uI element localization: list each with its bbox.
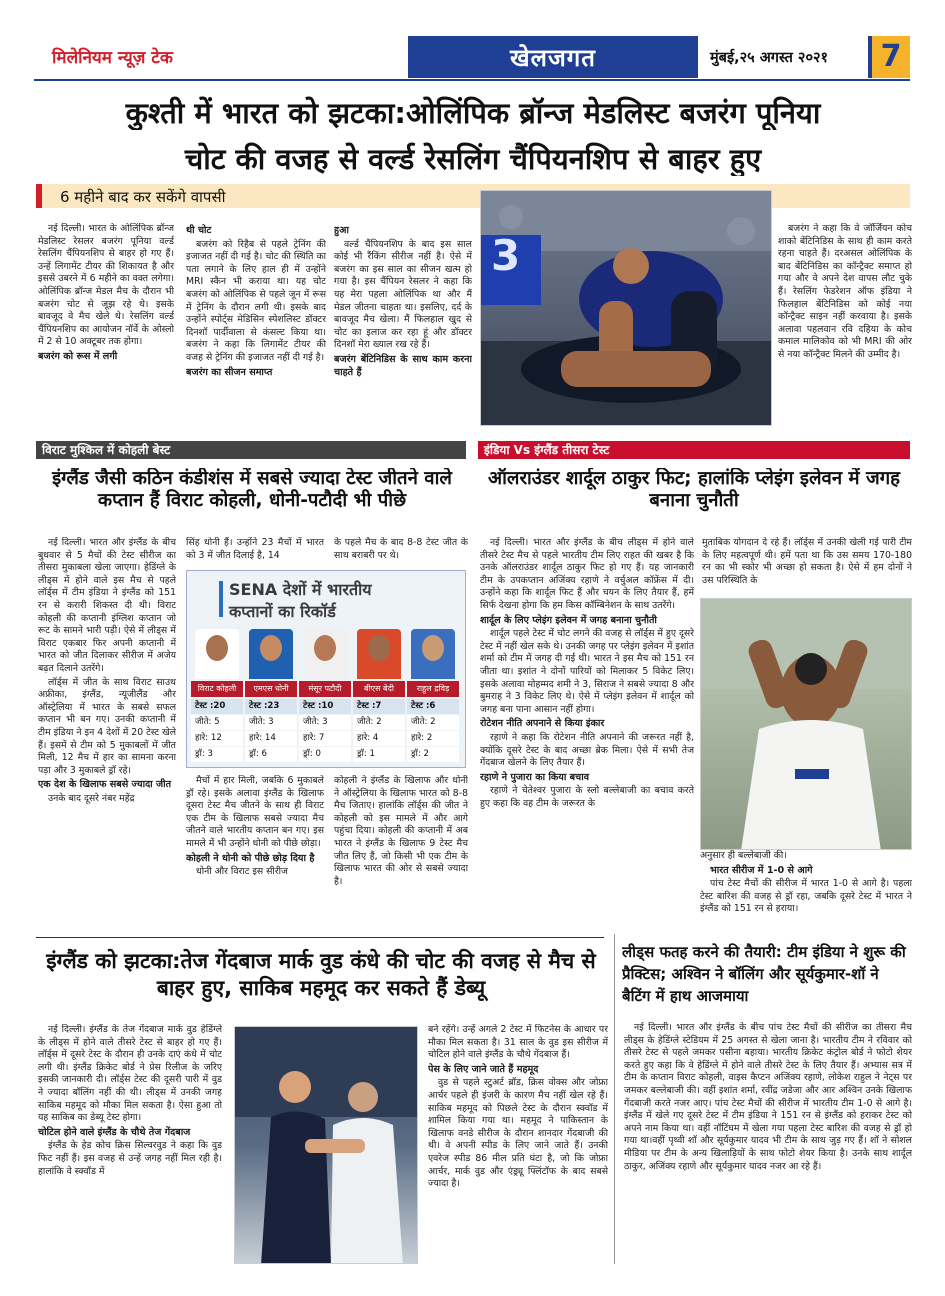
sena-captain-card xyxy=(245,627,297,765)
thakur-head-2: रोटेशन नीति अपनाने से किया इंकार xyxy=(480,718,605,730)
lead-paragraph: बजरंग ने कहा कि वे जॉर्जियन कोच शाको बेंटिनिडिस के साथ ही काम करते रहना चाहते हैं। दरअसल ओलिंपिक के बाद बेंटिनिडिस का कॉन्ट्रैक्ट समाप्त हो गया और वे अपने देश वापस लौट चुके हैं। रेसलिंग फेडरेशन ऑफ इंडिया ने फिलहाल बेंटिनिडिस को कोई नया कॉन्ट्रैक्ट साइन नहीं करवाया है। इसके अलावा पहलवान रवि दहिया के कोच कमाल मालिकोव को भी MRI की ओर से नया कॉन्ट्रैक्ट मिलने की उम्मीद है। xyxy=(778,223,912,360)
kohli-kicker: विराट मुश्किल में कोहली बेस्ट xyxy=(36,441,466,459)
wrestling-photo xyxy=(480,190,772,426)
masthead-rule xyxy=(34,79,910,81)
thakur-paragraph: रहाणे ने कहा कि रोटेशन नीति अपनाने की जरूरत नहीं है, क्योंकि दूसरे टेस्ट के बाद अच्छा ब्रेक मिला। ऐसे में सभी तेज गेंदबाज खेलने के लिए तैयार हैं। xyxy=(480,731,694,769)
thakur-column-1 xyxy=(480,537,694,925)
page-number xyxy=(868,36,910,78)
lead-paragraph: नई दिल्ली। भारत के ओलिंपिक ब्रॉन्ज मेडलिस्ट रेसलर बजरंग पूनिया वर्ल्ड रेसलिंग चैंपियनशिप से बाहर हो गए हैं। उन्हें लिगामेंट टीयर की शिकायत है और इससे उबरने में 6 महीने का वक्त लगेगा। ओलिंपिक ब्रॉन्ज मेडल मैच के दौरान भी बजरंग चोट से जूझ रहे थे। इसके बावजूद वे मैच खेले थे। रेसलिंग वर्ल्ड चैंपियनशिप का आयोजन नॉर्वे के ओस्लो में 2 से 10 अक्टूबर तक होगा। xyxy=(38,223,174,348)
leeds-divider xyxy=(614,934,615,1264)
wood-column-2 xyxy=(428,1024,608,1264)
kohli-col1-head: एक देश के खिलाफ सबसे ज्यादा जीत xyxy=(38,779,172,791)
lead-paragraph: वर्ल्ड चैंपियनशिप के बाद इस साल कोई भी रैंकिंग सीरीज नहीं है। ऐसे में बजरंग का इस साल का सीजन खत्म हो गया है। इस चैंपियन रेसलर ने कहा कि यह मेरा पहला ओलिंपिक था और मैं मेडल जीतना चाहता था। इसलिए, दर्द के बावजूद मैच खेला। मैं फिलहाल खुद से चोट का इलाज कर रहा हूं और डॉक्टर दिनशॉ मेरा ख्याल रख रहे हैं। xyxy=(334,238,472,351)
wood-col2-head: पेस के लिए जाने जाते हैं महमूद xyxy=(428,1063,539,1075)
lead-column-4 xyxy=(778,223,912,441)
kohli-paragraph: मैचों में हार मिली, जबकि 6 मुकाबले ड्रॉ रहे। इसके अलावा इंग्लैंड के खिलाफ दूसरा टेस्ट मैच जीतने के साथ ही विराट एक टीम के खिलाफ सबसे ज्यादा मैच जीतने वाले भारतीय कप्तान बन गए। इस मामले में भी उन्होंने धोनी को पीछे छोड़ा। xyxy=(186,775,324,849)
wood-photo xyxy=(234,1026,418,1264)
captain-portrait xyxy=(303,629,347,679)
captain-wins: जीते: 2 xyxy=(407,715,459,730)
captain-name: विराट कोहली xyxy=(191,681,243,697)
leeds-column xyxy=(624,1022,912,1264)
sena-title-accent xyxy=(219,581,223,617)
kohli-paragraph: धोनी और विराट इस सीरीज xyxy=(196,866,288,878)
captain-face xyxy=(368,635,390,661)
captain-name: एमएस धोनी xyxy=(245,681,297,697)
captain-face xyxy=(206,635,228,661)
wood-column-1 xyxy=(38,1024,222,1260)
lead-paragraph: बजरंग को रिहैब से पहले ट्रेनिंग की इजाजत नहीं दी गई है। चोट की स्थिति का पता लगाने के लिए हाल ही में उन्होंने MRI स्कैन भी कराया था। यह चोट बजरंग को ओलिंपिक से पहले जून में रूस में ट्रेनिंग के दौरान लगी थी। इसके बाद उन्होंने स्पोर्ट्स मेडिसिन स्पेशलिस्ट डॉक्टर दिनशॉ पार्दीवाला से कंसल्ट किया था। बजरंग ने कहा कि लिगामेंट टीयर की वजह से ट्रेनिंग की इजाजत नहीं दी गई है। xyxy=(186,238,326,363)
captain-face xyxy=(314,635,336,661)
mat-number: 3 xyxy=(491,231,521,280)
captain-wins: जीते: 2 xyxy=(353,715,405,730)
lead-column-1 xyxy=(38,223,174,441)
kohli-paragraph: कोहली ने इंग्लैंड के खिलाफ और धोनी ने ऑस्ट्रेलिया के खिलाफ भारत को 8-8 मैच जिताए। हालांकि लॉर्ड्स की जीत ने कोहली को इस मामले में और आगे पहुंचा दिया। कोहली की कप्तानी में अब भारत ने इंग्लैंड के खिलाफ 9 टेस्ट मैच जीत लिए हैं, जो किसी भी एक टीम के खिलाफ भारत की ओर से सबसे ज्यादा है। xyxy=(334,775,468,887)
captain-portrait xyxy=(357,629,401,679)
thakur-head-4: भारत सीरीज में 1-0 से आगे xyxy=(710,864,813,876)
sena-title-line1: SENA देशों में भारतीय xyxy=(229,580,372,599)
kohli-headline: इंग्लैंड जैसी कठिन कंडीशंस में सबसे ज्यादा टेस्ट जीतने वाले कप्तान हैं विराट कोहली, धोनी-पटौदी भी पीछे xyxy=(52,468,452,511)
kohli-paragraph: सिंह धोनी हैं। उन्होंने 23 मैचों में भारत को 3 में जीत दिलाई है, 14 xyxy=(186,537,324,561)
brand-name: मिलेनियम न्यूज़ टेक xyxy=(52,48,173,68)
kohli-column-2-bottom xyxy=(186,775,324,925)
thakur-head-3: रहाणे ने पुजारा का किया बचाव xyxy=(480,771,590,783)
wood-photo-illustration xyxy=(235,1027,418,1264)
captain-portrait xyxy=(411,629,455,679)
captain-losses: हारे: 14 xyxy=(245,731,297,746)
lead-col2-tail: बजरंग का सीजन समाप्त xyxy=(186,366,273,378)
captain-tests: टेस्ट :23 xyxy=(245,699,297,714)
masthead xyxy=(34,36,910,82)
sena-title-line2: कप्तानों का रिकॉर्ड xyxy=(229,602,336,621)
wood-headline: इंग्लैंड को झटका:तेज गेंदबाज मार्क वुड कंधे की चोट की वजह से मैच से बाहर हुए, साकिब महमूद कर सकते हैं डेब्यू xyxy=(46,949,596,1001)
captain-portrait xyxy=(195,629,239,679)
page-number-text: 7 xyxy=(880,39,902,74)
thakur-column-2-top xyxy=(702,537,912,593)
leeds-paragraph: नई दिल्ली। भारत और इंग्लैंड के बीच पांच टेस्ट मैचों की सीरीज का तीसरा मैच लीड्स के हेडिंग्ले स्टेडियम में 25 अगस्त से खेला जाना है। भारतीय टीम ने रविवार को तीसरे टेस्ट से पहले जमकर पसीना बहाया। भारतीय क्रिकेट कंट्रोल बोर्ड ने फोटो शेयर करते हुए कहा कि वे हेडिंग्ले में होने वाले तीसरे टेस्ट के लिए तैयार हैं। अभ्यास सत्र में टीम के कप्तान विराट कोहली, वाइस कैप्टन अजिंक्य रहाणे, लोकेश राहुल ने नेट्स पर जमकर बल्लेबाजी की। वहीं इशांत शर्मा, रवींद्र जडेजा और आर अश्विन उनके खिलाफ गेंदबाजी करते नजर आए। पांच टेस्ट मैचों की सीरीज में भारतीय टीम 1-0 से आगे है। इंग्लैंड में खेले गए दूसरे टेस्ट में टीम इंडिया ने 151 रन से इंग्लैंड को हराकर टेस्ट को अपने नाम किया था। वहीं नॉटिंघम में खेला गया पहला टेस्ट बारिश की वजह से ड्रॉ हो गया था।वहीं पृथ्वी शॉ और सूर्यकुमार यादव भी टीम के साथ जुड़ गए हैं। शॉ ने सोशल मीडिया पर टीम के अन्य खिलाड़ियों के साथ फोटो शेयर किया है। उनके साथ शार्दूल ठाकुर, अजिंक्य रहाणे और सूर्यकुमार यादव नजर आ रहे हैं। xyxy=(624,1022,912,1172)
sena-captain-card xyxy=(299,627,351,765)
wrestling-photo-illustration xyxy=(481,191,772,426)
lead-subhead-accent xyxy=(36,184,42,208)
lead-subhead: 6 महीने बाद कर सकेंगे वापसी xyxy=(60,188,226,206)
captain-name: बीएस बेदी xyxy=(353,681,405,697)
thakur-paragraph: नई दिल्ली। भारत और इंग्लैंड के बीच लीड्स में होने वाले तीसरे टेस्ट मैच से पहले भारतीय टीम लिए राहत की खबर है कि उनके ऑलराउंडर शार्दूल ठाकुर फिट हो गए हैं। यह जानकारी टीम के उपकप्तान अजिंक्य रहाणे ने वर्चुअल कॉफ्रेंस में दी। उन्होंने कहा कि शार्दूल फिट हैं और चयन के लिए तैयार हैं, हमें सिर्फ देखना होगा कि हम किस कॉम्बिनेशन के साथ उतरेंगे। xyxy=(480,537,694,611)
captain-wins: जीते: 3 xyxy=(299,715,351,730)
section-name: खेलजगत xyxy=(510,44,596,72)
lead-column-3 xyxy=(334,223,472,441)
captain-draws: ड्रॉ: 3 xyxy=(191,747,243,762)
sena-captain-grid xyxy=(191,627,463,765)
thakur-paragraph: शार्दूल पहले टेस्ट में चोट लगने की वजह से लॉर्ड्स में हुए दूसरे टेस्ट में नहीं खेल सके थे। उनकी जगह पर प्लेइंग इलेवन में इशांत शर्मा को टीम में जगह दी गई थी। भारत ने इस मैच को 151 रन जीता था। इशांत ने दोनों पारियों को मिलाकर 5 विकेट लिए। इसके अलावा मोहम्मद शमी ने 3, सिराज ने सबसे ज्यादा 8 और बुमराह ने 3 विकेट लिए थे। ऐसे में प्लेइंग इलेवन में शार्दूल को जगह बना पाना आसान नहीं होगा। xyxy=(480,628,694,715)
captain-portrait xyxy=(249,629,293,679)
wood-paragraph: इंग्लैंड के हेड कोच क्रिस सिल्वरवुड ने कहा कि वुड फिट नहीं हैं। इस वजह से उन्हें जगह नहीं मिल रही है। हालांकि वे स्क्वॉड में xyxy=(38,1140,222,1177)
edition-date: मुंबई,२५ अगस्त २०२१ xyxy=(710,50,829,66)
thakur-column-2-bottom xyxy=(700,850,912,926)
thakur-paragraph: मुताबिक योगदान दे रहे हैं। लॉर्ड्स में उनकी खेली गई पारी टीम के लिए महत्वपूर्ण थी। हमें पता था कि उस समय 170-180 रन का भी स्कोर भी अच्छा हो सकता है। ऐसे में हम दोनों ने उस परिस्थिति के xyxy=(702,537,912,586)
thakur-headline: ऑलराउंडर शार्दूल ठाकुर फिट; हालांकि प्लेइंग इलेवन में जगह बनाना चुनौती xyxy=(487,468,901,511)
captain-losses: हारे: 2 xyxy=(407,731,459,746)
captain-draws: ड्रॉ: 0 xyxy=(299,747,351,762)
captain-name: राहुल द्रविड़ xyxy=(407,681,459,697)
wood-paragraph: वुड से पहले स्टुअर्ट ब्रॉड, क्रिस वोक्स और जोफ्रा आर्चर पहले ही इंजरी के कारण मैच नहीं खेल रहे हैं। साकिब महमूद को पिछले टेस्ट के दौरान स्क्वॉड में शामिल किया गया था। महमूद ने पाकिस्तान के खिलाफ वनडे सीरीज के दौरान शानदार गेंदबाजी की थी। वे अपनी स्पीड के लिए जाने जाते हैं। उनकी एवरेज स्पीड 86 मील प्रति घंटा है, जो कि जोफ्रा आर्चर, मार्क वुड और एंड्र्यू फ्लिंटॉफ के बाद सबसे ज्यादा है। xyxy=(428,1077,608,1190)
leeds-headline: लीड्स फतह करने की तैयारी: टीम इंडिया ने शुरू की प्रैक्टिस; अश्विन ने बॉलिंग और सूर्यकुमार-शॉ ने बैटिंग में हाथ आजमाया xyxy=(622,943,906,1005)
thakur-head-1: शार्दूल के लिए प्लेइंग इलेवन में जगह बनाना चुनौती xyxy=(480,614,657,626)
kohli-column-2-top xyxy=(186,537,324,565)
kohli-column-1 xyxy=(38,537,176,925)
thakur-kicker: इंडिया Vs इंग्लैंड तीसरा टेस्ट xyxy=(478,441,910,459)
captain-tests: टेस्ट :7 xyxy=(353,699,405,714)
sena-graphic xyxy=(186,570,466,768)
thakur-photo-illustration xyxy=(701,599,912,850)
wood-top-rule xyxy=(36,937,604,938)
kohli-paragraph: नई दिल्ली। भारत और इंग्लैंड के बीच बुधवार से 5 मैचों की टेस्ट सीरीज का तीसरा मुकाबला खेला जाएगा। हेडिंग्ले के लीड्स में होने वाले इस मैच से पहले लॉर्ड्स में टीम इंडिया ने इंग्लैंड को 151 रन से करारी शिकस्त दी थी। विराट कोहली की कप्तानी इंग्लिश कप्तान जो रूट के सामने भारी पड़ी। ऐसे में लीड्स में विराट एकबार फिर अपनी कप्तानी में भारत को जीत दिलाकर सीरीज में अजेय बढ़त दिलाने उतरेंगे। xyxy=(38,537,176,674)
sena-captain-card xyxy=(353,627,405,765)
captain-tests: टेस्ट :10 xyxy=(299,699,351,714)
captain-face xyxy=(260,635,282,661)
lead-col2-head: थी चोट xyxy=(186,225,212,236)
captain-draws: ड्रॉ: 6 xyxy=(245,747,297,762)
kohli-paragraph: लॉर्ड्स में जीत के साथ विराट साउथ अफ्रीका, इंग्लैंड, न्यूजीलैंड और ऑस्ट्रेलिया में भारत के सबसे सफल कप्तान भी बन गए। उनकी कप्तानी में टीम इंडिया ने इन 4 देशों में 20 टेस्ट खेले हैं। इसमें से टीम को 5 मुकाबलों में जीत मिली, 12 मैच में हार का सामना करना पड़ा और 3 मुकाबले ड्रॉ रहे। xyxy=(38,676,176,776)
lead-col3-head: हुआ xyxy=(334,225,349,236)
captain-losses: हारे: 12 xyxy=(191,731,243,746)
kohli-column-3-bottom xyxy=(334,775,468,925)
captain-tests: टेस्ट :6 xyxy=(407,699,459,714)
sena-captain-card xyxy=(191,627,243,765)
kohli-column-3-top xyxy=(334,537,468,565)
kohli-col2-head: कोहली ने धोनी को पीछे छोड़ दिया है xyxy=(186,852,315,864)
captain-face xyxy=(422,635,444,661)
photo-caption: अनुसार ही बल्लेबाजी की। xyxy=(700,850,787,861)
kohli-paragraph: उनके बाद दूसरे नंबर महेंद्र xyxy=(48,792,135,804)
sena-captain-card xyxy=(407,627,459,765)
captain-draws: ड्रॉ: 2 xyxy=(407,747,459,762)
captain-tests: टेस्ट :20 xyxy=(191,699,243,714)
lead-col3-tail: बजरंग बेंटिनिडिस के साथ काम करना चाहते हैं xyxy=(334,353,472,378)
wood-col1-head: चोटिल होने वाले इंग्लैंड के चौथे तेज गेंदबाज xyxy=(38,1126,191,1138)
thakur-photo xyxy=(700,598,912,850)
captain-wins: जीते: 5 xyxy=(191,715,243,730)
kohli-paragraph: के पहले मैच के बाद 8-8 टेस्ट जीत के साथ बराबरी पर थे। xyxy=(334,537,468,561)
wood-paragraph: बने रहेंगे। उन्हें अगले 2 टेस्ट में फिटनेस के आधार पर मौका मिल सकता है। 31 साल के वुड इस सीरीज में चोटिल होने वाले इंग्लैंड के चौथे गेंदबाज हैं। xyxy=(428,1024,608,1061)
wood-paragraph: नई दिल्ली। इंग्लैंड के तेज गेंदबाज मार्क वुड हेडिंग्ले के लीड्स में होने वाले तीसरे टेस्ट से बाहर हो गए हैं। लॉर्ड्स में दूसरे टेस्ट के दौरान ही उनके दाएं कंधे में चोट लगी थी। इंग्लैंड क्रिकेट बोर्ड ने प्रेस रिलीज के जरिए इसकी जानकारी दी। लॉर्ड्स टेस्ट की दूसरी पारी में वुड ने ज्यादा बॉलिंग नहीं की थी। लीड्स में उनकी जगह साकिब महमूद को मौका मिल सकता है। ऐसा हुआ तो यह साकिब का डेब्यू टेस्ट होगा। xyxy=(38,1024,222,1124)
captain-losses: हारे: 7 xyxy=(299,731,351,746)
lead-subhead-russia: बजरंग को रूस में लगी xyxy=(38,350,118,362)
lead-column-2 xyxy=(186,223,326,441)
lead-headline-line1: कुश्ती में भारत को झटका:ओलिंपिक ब्रॉन्ज मेडलिस्ट बजरंग पूनिया xyxy=(125,96,821,130)
captain-wins: जीते: 3 xyxy=(245,715,297,730)
thakur-paragraph: पांच टेस्ट मैचों की सीरीज में भारत 1-0 से आगे है। पहला टेस्ट बारिश की वजह से ड्रॉ रहा, जबकि दूसरे टेस्ट में भारत ने इंग्लैंड को 151 रन से हराया। xyxy=(700,878,912,915)
captain-draws: ड्रॉ: 1 xyxy=(353,747,405,762)
captain-losses: हारे: 4 xyxy=(353,731,405,746)
captain-name: मंसूर पटौदी xyxy=(299,681,351,697)
thakur-paragraph: रहाणे ने चेतेश्वर पुजारा के स्लो बल्लेबाजी का बचाव करते हुए कहा कि वह टीम के जरूरत के xyxy=(480,785,694,809)
lead-headline-line2: चोट की वजह से वर्ल्ड रेसलिंग चैंपियनशिप से बाहर हुए xyxy=(184,142,762,176)
